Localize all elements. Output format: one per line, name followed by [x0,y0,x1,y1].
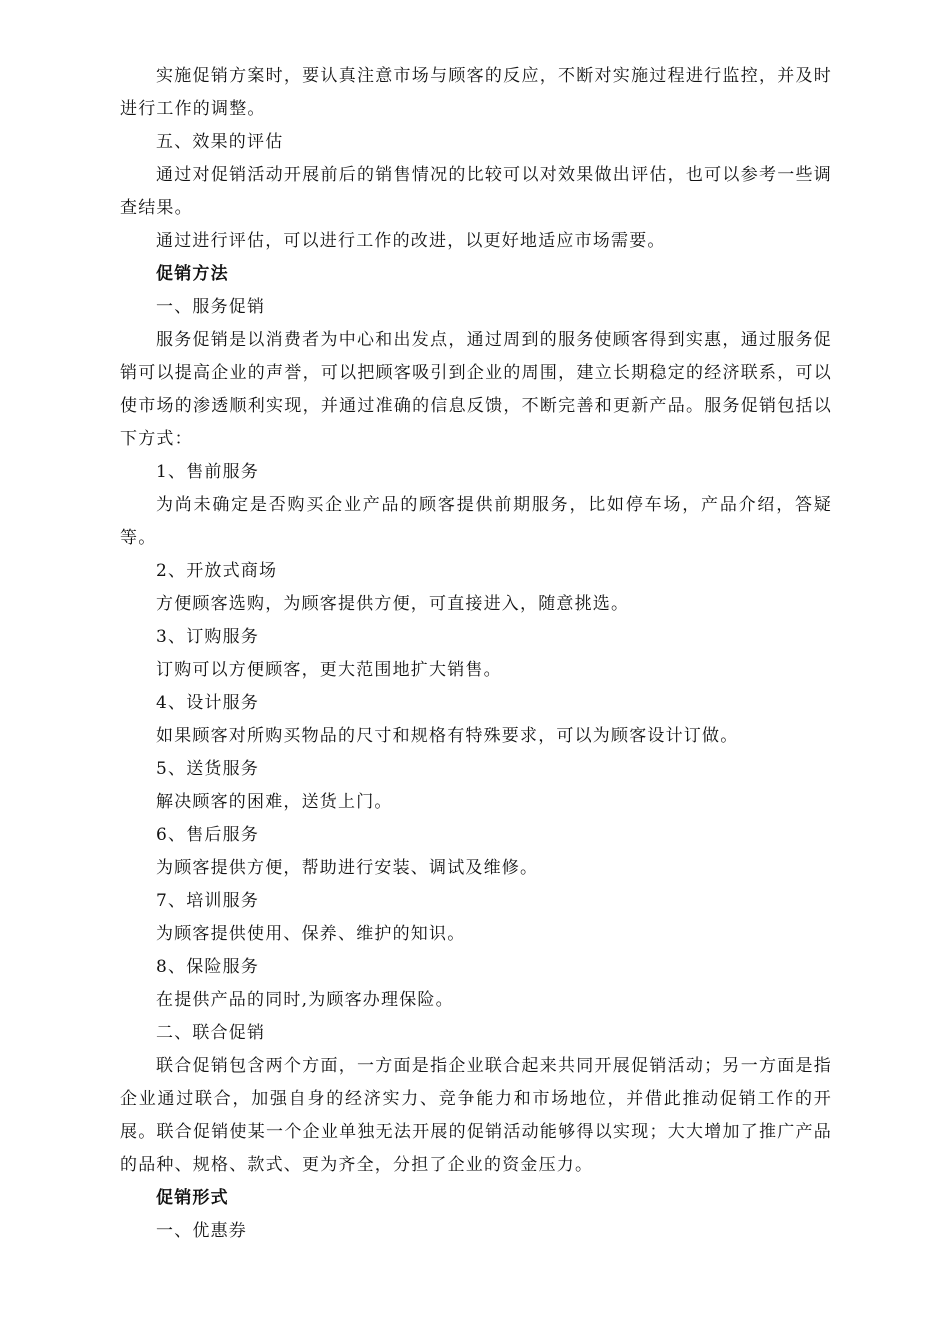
list-item-heading: 8、保险服务 [156,957,260,977]
paragraph: 为尚未确定是否购买企业产品的顾客提供前期服务，比如停车场，产品介绍，答疑等。 [120,495,832,548]
document-page [120,60,832,1248]
paragraph: 为顾客提供使用、保养、维护的知识。 [156,924,466,944]
paragraph: 方便顾客选购，为顾客提供方便，可直接进入，随意挑选。 [156,594,630,614]
paragraph: 通过进行评估，可以进行工作的改进，以更好地适应市场需要。 [156,231,666,251]
list-item-heading: 2、开放式商场 [156,561,278,581]
section-heading: 五、效果的评估 [156,132,284,152]
chapter-heading: 促销形式 [156,1188,229,1208]
list-item-heading: 5、送货服务 [156,759,260,779]
paragraph: 联合促销包含两个方面，一方面是指企业联合起来共同开展促销活动；另一方面是指企业通过联合，加强自身的经济实力、竞争能力和市场地位，并借此推动促销工作的开展。联合促销使某一个企业单独无法开展的促销活动能够得以实现；大大增加了推广产品的品种、规格、款式、更为齐全，分担了企业的资金压力。 [120,1056,832,1175]
paragraph: 通过对促销活动开展前后的销售情况的比较可以对效果做出评估，也可以参考一些调查结果。 [120,165,832,218]
paragraph: 如果顾客对所购买物品的尺寸和规格有特殊要求，可以为顾客设计订做。 [156,726,739,746]
section-heading: 一、优惠券 [156,1221,247,1241]
paragraph: 解决顾客的困难，送货上门。 [156,792,393,812]
paragraph: 在提供产品的同时,为顾客办理保险。 [156,990,454,1010]
paragraph: 实施促销方案时，要认真注意市场与顾客的反应，不断对实施过程进行监控，并及时进行工作的调整。 [120,66,832,119]
list-item-heading: 3、订购服务 [156,627,260,647]
paragraph: 为顾客提供方便，帮助进行安装、调试及维修。 [156,858,539,878]
list-item-heading: 1、售前服务 [156,462,260,482]
list-item-heading: 6、售后服务 [156,825,260,845]
chapter-heading: 促销方法 [156,264,229,284]
list-item-heading: 7、培训服务 [156,891,260,911]
section-heading: 一、服务促销 [156,297,266,317]
list-item-heading: 4、设计服务 [156,693,260,713]
section-heading: 二、联合促销 [156,1023,266,1043]
paragraph: 订购可以方便顾客，更大范围地扩大销售。 [156,660,502,680]
paragraph: 服务促销是以消费者为中心和出发点，通过周到的服务使顾客得到实惠，通过服务促销可以提高企业的声誉，可以把顾客吸引到企业的周围，建立长期稳定的经济联系，可以使市场的渗透顺利实现，并通过准确的信息反馈，不断完善和更新产品。服务促销包括以下方式： [120,330,832,449]
